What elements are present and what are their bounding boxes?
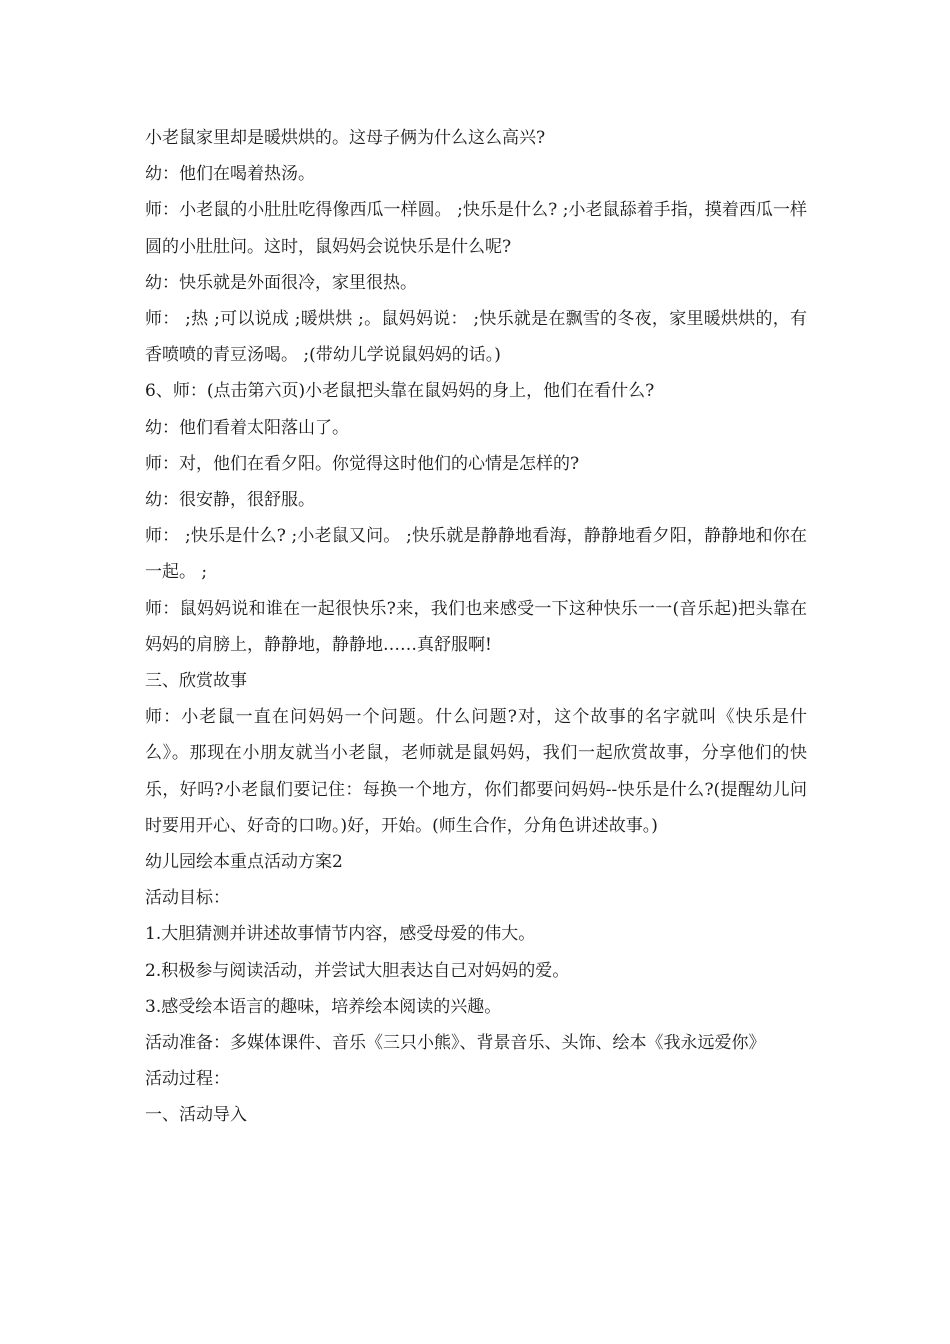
paragraph-3: 师：小老鼠的小肚肚吃得像西瓜一样圆。 ;快乐是什么? ;小老鼠舔着手指，摸着西瓜一样圆的小肚肚问。这时，鼠妈妈会说快乐是什么呢? <box>145 200 807 257</box>
paragraph-2: 幼：他们在喝着热汤。 <box>145 164 315 185</box>
paragraph-1: 小老鼠家里却是暖烘烘的。这母子俩为什么这么高兴? <box>145 128 546 148</box>
goal-item-3: 3.感受绘本语言的趣味，培养绘本阅读的兴趣。 <box>145 996 502 1017</box>
paragraph-11: 师：鼠妈妈说和谁在一起很快乐?来，我们也来感受一下这种快乐一一(音乐起)把头靠在妈妈的肩膀上，静静地，静静地……真舒服啊! <box>145 598 807 655</box>
preparation-paragraph: 活动准备：多媒体课件、音乐《三只小熊》、背景音乐、头饰、绘本《我永远爱你》 <box>145 1033 766 1054</box>
document-body <box>145 120 807 1134</box>
paragraph-6: 6、师：(点击第六页)小老鼠把头靠在鼠妈妈的身上，他们在看什么? <box>145 381 655 402</box>
goal-item-2: 2.积极参与阅读活动，并尝试大胆表达自己对妈妈的爱。 <box>145 960 570 981</box>
paragraph-4: 幼：快乐就是外面很冷，家里很热。 <box>145 272 417 293</box>
paragraph-5: 师： ;热 ;可以说成 ;暖烘烘 ;。鼠妈妈说： ;快乐就是在飘雪的冬夜，家里暖烘烘的，有香喷喷的青豆汤喝。 ;(带幼儿学说鼠妈妈的话。) <box>145 309 807 366</box>
paragraph-8: 师：对，他们在看夕阳。你觉得这时他们的心情是怎样的? <box>145 453 580 474</box>
paragraph-10: 师： ;快乐是什么? ;小老鼠又问。 ;快乐就是静静地看海，静静地看夕阳，静静地和你在一起。 ; <box>145 526 807 583</box>
process-heading: 活动过程： <box>145 1069 230 1090</box>
paragraph-9: 幼：很安静，很舒服。 <box>145 490 315 511</box>
section-heading-1: 一、活动导入 <box>145 1105 247 1126</box>
plan-title-2: 幼儿园绘本重点活动方案2 <box>145 852 343 873</box>
goals-heading: 活动目标： <box>145 888 230 909</box>
paragraph-7: 幼：他们看着太阳落山了。 <box>145 417 349 438</box>
goal-item-1: 1.大胆猜测并讲述故事情节内容，感受母爱的伟大。 <box>145 924 536 945</box>
paragraph-13: 师：小老鼠一直在问妈妈一个问题。什么问题?对，这个故事的名字就叫《快乐是什么》。那现在小朋友就当小老鼠，老师就是鼠妈妈，我们一起欣赏故事，分享他们的快乐，好吗?小老鼠们要记住：每换一个地方，你们都要问妈妈--快乐是什么?(提醒幼儿问时要用开心、好奇的口吻。)好，开始。(师生合作，分角色讲述故事。) <box>145 707 807 836</box>
section-heading-3: 三、欣赏故事 <box>145 671 247 692</box>
